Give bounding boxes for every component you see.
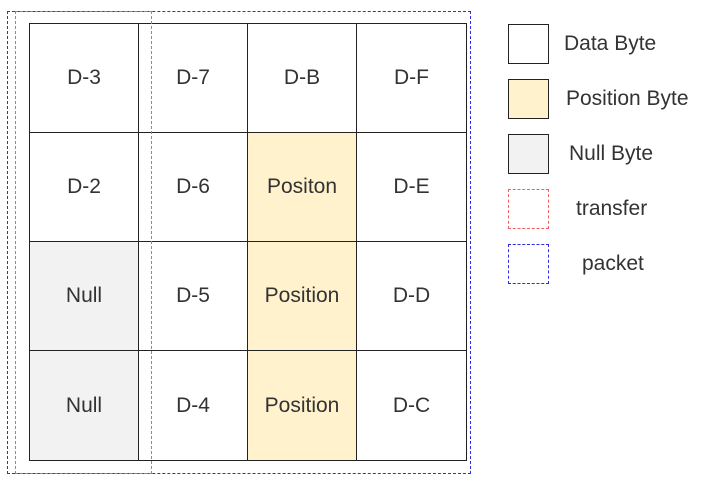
byte-cell: D-B — [248, 24, 357, 133]
legend-null-swatch — [508, 134, 549, 174]
byte-cell: D-4 — [139, 351, 248, 460]
legend-packet-swatch — [508, 244, 549, 284]
byte-cell: D-7 — [139, 24, 248, 133]
legend-position-swatch — [508, 79, 549, 119]
legend-transfer-swatch — [508, 189, 549, 229]
legend-transfer-label: transfer — [576, 197, 648, 220]
null-byte-cell: Null — [30, 351, 139, 460]
byte-cell: D-E — [357, 133, 466, 242]
position-byte-cell: Position — [248, 242, 357, 351]
transfer-boundary — [15, 11, 152, 474]
legend-packet-label: packet — [582, 252, 644, 275]
byte-cell: D-2 — [30, 133, 139, 242]
byte-cell: D-F — [357, 24, 466, 133]
legend-position-label: Position Byte — [566, 87, 689, 110]
position-byte-cell: Positon — [248, 133, 357, 242]
legend-data-swatch — [508, 24, 549, 64]
legend-null-label: Null Byte — [569, 142, 654, 165]
null-byte-cell: Null — [30, 242, 139, 351]
byte-cell: D-3 — [30, 24, 139, 133]
byte-cell: D-5 — [139, 242, 248, 351]
legend-data-label: Data Byte — [564, 32, 657, 55]
byte-cell: D-6 — [139, 133, 248, 242]
position-byte-cell: Position — [248, 351, 357, 460]
byte-cell: D-D — [357, 242, 466, 351]
byte-cell: D-C — [357, 351, 466, 460]
